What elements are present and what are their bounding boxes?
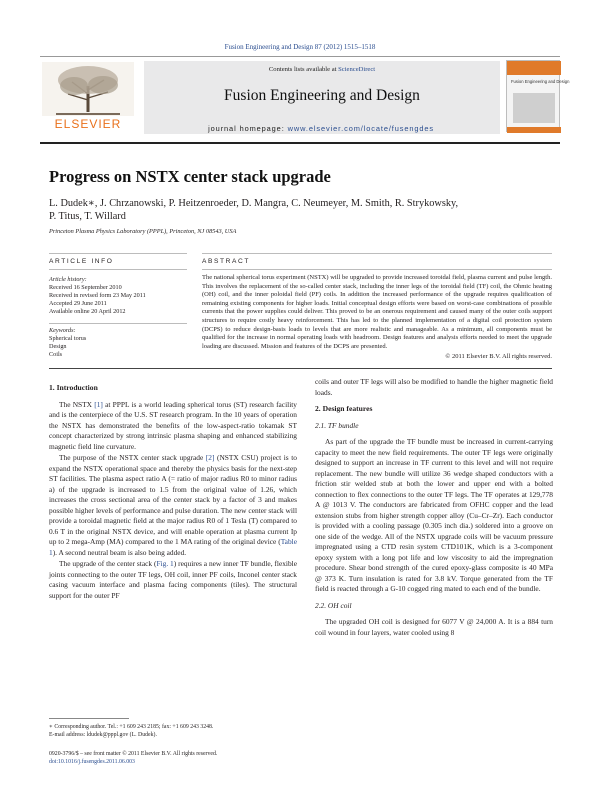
- contents-available: [144, 66, 500, 73]
- table-link[interactable]: Table 1: [49, 537, 297, 557]
- sciencedirect-link[interactable]: ScienceDirect: [338, 66, 376, 73]
- paragraph: coils and outer TF legs will also be modified to handle the higher magnetic field loads.: [315, 377, 553, 397]
- doi-link[interactable]: doi:10.1016/j.fusengdes.2011.06.003: [49, 759, 135, 765]
- section-1-heading: 1. Introduction: [49, 383, 98, 392]
- history-item: Received 16 September 2010: [49, 284, 122, 291]
- authors-line-2: P. Titus, T. Willard: [49, 211, 126, 222]
- abstract-text: The national spherical torus experiment (NSTX) will be upgraded to provide increased toroidal field, plasma current and pulse length. This involves the replacement of the so-called center stack, including the inner legs of the toroidal field (TF) coil, the Ohmic heating (OH) coil, and the inner poloidal field (PF) coils. In addition the increased performance of the upgrade requires qualification of remaining existing components for higher loads. Initial conceptual design efforts were based on worst-case combinations of possible currents that the power supplies could deliver. This proved to be an onerous requirement and caused many of the outer coils support structures to require costly heavy reinforcement. This has led to the planned implementation of a digital coil protection system (DCPS) to reduce design-basis loads to levels that are more realistic and manageable. As a minimum, all components must be qualified for the increase in normal operating loads with headroom. Design features and analysis efforts needed to meet the upgrade loading are discussed. Mission and features of the DCPS are presented.: [202, 274, 552, 350]
- history-item: Received in revised form 23 May 2011: [49, 292, 146, 299]
- corresponding-author: ∗ Corresponding author. Tel.: +1 609 243 2185; fax: +1 609 243 3248.: [49, 724, 214, 730]
- reference-link[interactable]: [2]: [205, 453, 215, 462]
- article-authors: [49, 197, 549, 223]
- header-top-rule: [40, 56, 560, 57]
- left-column: [49, 377, 297, 602]
- keywords-heading: Keywords:: [49, 327, 76, 334]
- abstract-rule-2: [202, 269, 552, 270]
- article-info-heading: ARTICLE INFO: [49, 258, 114, 265]
- section-2-1-heading: 2.1. TF bundle: [315, 420, 359, 430]
- elsevier-tree-icon: [40, 60, 136, 132]
- authors-line-1: L. Dudek∗, J. Chrzanowski, P. Heitzenroeder, D. Mangra, C. Neumeyer, M. Smith, R. Strykowsky,: [49, 198, 459, 209]
- journal-name: Fusion Engineering and Design: [224, 87, 420, 104]
- homepage-url[interactable]: www.elsevier.com/locate/fusengdes: [287, 124, 434, 133]
- cover-title: Fusion Engineering and Design: [511, 79, 570, 84]
- keywords-rule: [49, 323, 187, 324]
- abstract-rule: [202, 253, 552, 254]
- article-history: [49, 276, 146, 316]
- abstract-heading: ABSTRACT: [202, 258, 250, 265]
- svg-text:Fusion Engineering and Design: [511, 79, 570, 84]
- footnote: [49, 723, 213, 739]
- paragraph: The upgraded OH coil is designed for 6077 V @ 24,000 A. It is a 884 turn coil wound in four layers, water cooled using 8: [315, 617, 553, 637]
- paragraph: The upgrade of the center stack (Fig. 1) requires a new inner TF bundle, flexible joints connecting to the outer TF legs, OH coil, inner PF coils, Inconel center stack casing vacuum interface and plasma facing components (tiles). The structural support for the outer PF: [49, 559, 298, 600]
- journal-cover-thumbnail: [506, 60, 570, 132]
- author-affiliation: Princeton Plasma Physics Laboratory (PPPL), Princeton, NJ 08543, USA: [49, 228, 237, 235]
- journal-citation[interactable]: Fusion Engineering and Design 87 (2012) 1515–1518: [224, 43, 376, 51]
- journal-homepage: [144, 124, 500, 133]
- history-heading: Article history:: [49, 276, 87, 283]
- footnote-rule: [49, 718, 129, 719]
- keywords: [49, 327, 86, 359]
- section-2-heading: 2. Design features: [315, 404, 373, 413]
- issn: 0920-3796/$ – see front matter © 2011 Elsevier B.V. All rights reserved.: [49, 751, 218, 757]
- article-info-rule-2: [49, 269, 187, 270]
- paragraph: The purpose of the NSTX center stack upgrade [2] (NSTX CSU) project is to expand the NSTX operational space and thereby the physics basis for the next-step ST facilities. The plasma aspect ratio A (= ratio of major radius R0 to minor radius a) of the upgrade is increased to 1.5 from the original value of 1.26, which increases the cross sectional area of the center stack by a factor of 3 and makes possible higher levels of performance and pulse duration. The new center stack will provide a toroidal magnetic field at the major radius R0 of 1 Tesla (T) compared to 0.6 T in the original NSTX device, and will enable operation at plasma current Ip up to 2 mega-Amp (MA) compared to the 1 MA rating of the original device (Table 1). A second neutral beam is also being added.: [49, 453, 297, 557]
- contents-prefix: Contents lists available at: [268, 66, 337, 73]
- history-item: Available online 20 April 2012: [49, 308, 126, 315]
- header-rule: [40, 142, 560, 144]
- issn-doi: [49, 750, 217, 766]
- homepage-label: journal homepage:: [208, 124, 285, 133]
- article-info-rule: [49, 253, 187, 254]
- paragraph: As part of the upgrade the TF bundle must be increased in current-carrying capacity to meet the new field requirements. The outer TF legs were originally designed to support an increase in TF current to this level and will not require replacement. The new bundle will utilize 36 wedge shaped conductors with a friction stir welded stub at both the lower and upper end with a bolted connection to flex connections to the outer TF legs. The TF operates at 129,778 A @ 1013 V. The conductors are fabricated from OFHC copper and the lead extension stubs from higher strength copper alloy (Cu–Cr–Zr). Each conductor is provided with a cooling passage (0.305 inch dia.) soldered into a groove on one side of the wedge. All of the NSTX upgrade coils will be vacuum pressure impregnated using a CTD resin system CTD101K, which is a 3-component epoxy system with a long pot life and low viscosity to aid the impregnation procedure. Shear bond strength of the cured epoxy-glass composite is 40 MPa @ 373 K. Turn insulation is rated for 3.8 kV. Torque generated from the TF field is reacted through a G-10 cogged ring mated to each end of the bundle.: [315, 437, 553, 593]
- figure-link[interactable]: Fig. 1: [156, 559, 174, 568]
- copyright-notice: © 2011 Elsevier B.V. All rights reserved.: [445, 353, 552, 360]
- article-title: Progress on NSTX center stack upgrade: [49, 167, 331, 186]
- reference-link[interactable]: [1]: [94, 399, 103, 409]
- elsevier-logo: [40, 60, 136, 132]
- history-item: Accepted 29 June 2011: [49, 300, 107, 307]
- journal-cover-image: [507, 61, 570, 133]
- body-rule: [49, 368, 552, 369]
- right-column: [315, 377, 553, 639]
- keyword-item: Design: [49, 343, 67, 350]
- elsevier-wordmark: ELSEVIER: [54, 117, 122, 131]
- section-2-2-heading: 2.2. OH coil: [315, 600, 352, 610]
- keyword-item: Spherical torus: [49, 335, 87, 342]
- paragraph: The NSTX [1] at PPPL is a world leading spherical torus (ST) research facility and is the centerpiece of the U.S. ST research program. In the 10 years of operation the NSTX has demonstrated the benefits of the low-aspect-ratio tokamak ST concept characterized by strong intrinsic plasma shaping and enhanced stabilizing magnetic field line curvature.: [49, 399, 297, 451]
- author-email[interactable]: E-mail address: ldudek@pppl.gov (L. Dudek).: [49, 732, 157, 738]
- keyword-item: Coils: [49, 351, 63, 358]
